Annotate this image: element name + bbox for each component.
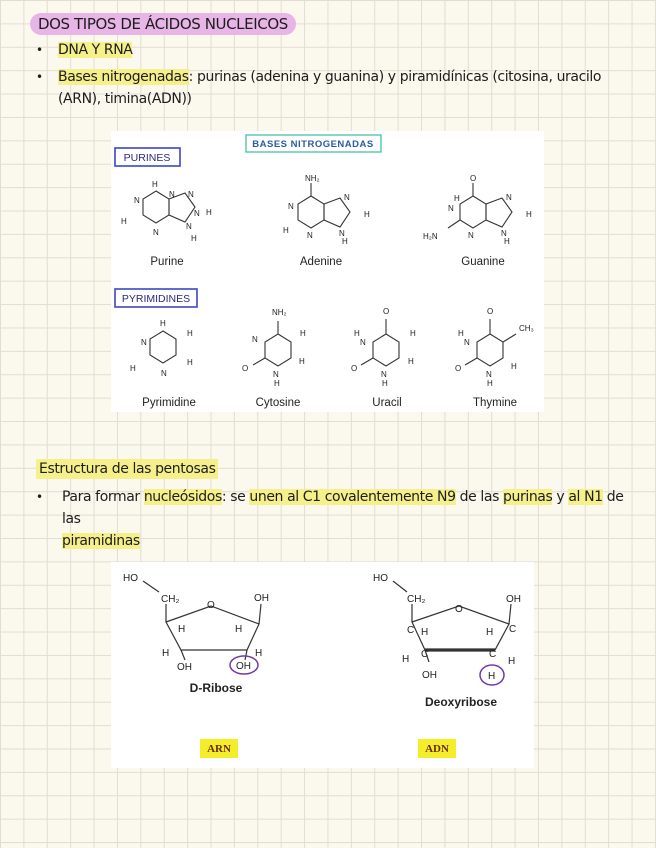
svg-text:H: H — [121, 217, 127, 226]
bases-text: : purinas (adenina y guanina) y piramidínicas (citosina, uracilo — [188, 69, 602, 85]
svg-text:OH: OH — [422, 670, 437, 681]
svg-text:OH: OH — [506, 594, 521, 605]
svg-text:NH₂: NH₂ — [305, 174, 320, 183]
deoxyribose-name: Deoxyribose — [424, 695, 498, 709]
name-thymine: Thymine — [472, 397, 518, 409]
svg-text:N: N — [464, 338, 470, 347]
svg-text:N: N — [381, 370, 387, 379]
section-heading-pentoses: Estructura de las pentosas — [36, 459, 218, 479]
svg-text:H: H — [508, 656, 516, 667]
nuc-text-e: de las — [455, 489, 504, 505]
svg-text:H: H — [402, 654, 410, 665]
adenine-ring5 — [324, 198, 350, 227]
bullet-dna-rna-text: DNA Y RNA — [58, 42, 133, 58]
svg-text:N: N — [506, 193, 512, 202]
svg-text:N: N — [134, 196, 140, 205]
sugars-figure — [111, 562, 534, 768]
nuc-highlight-n1: al N1 — [568, 489, 603, 505]
svg-text:N: N — [344, 193, 350, 202]
svg-text:N: N — [194, 209, 200, 218]
svg-text:HO: HO — [373, 573, 388, 584]
svg-text:N: N — [339, 229, 345, 238]
nuc-highlight-purinas: purinas — [503, 489, 553, 505]
guanine-ring6 — [460, 196, 486, 228]
svg-text:N: N — [161, 369, 167, 378]
svg-text:N: N — [273, 370, 279, 379]
bases-header: BASES NITROGENADAS — [252, 139, 374, 150]
svg-text:N: N — [141, 338, 147, 347]
bases-figure — [111, 131, 544, 412]
svg-text:H: H — [187, 329, 193, 338]
svg-text:H₂N: H₂N — [423, 232, 438, 241]
name-cytosine: Cytosine — [255, 397, 301, 409]
svg-text:H: H — [458, 329, 464, 338]
svg-text:H: H — [152, 180, 158, 189]
pyrimidine-ring — [150, 331, 176, 363]
svg-text:OH: OH — [254, 593, 269, 604]
cytosine-ring — [265, 334, 291, 366]
svg-text:N: N — [468, 231, 474, 240]
bases-diagram — [111, 131, 544, 412]
svg-text:H: H — [235, 624, 243, 635]
bullet-bases — [36, 66, 636, 110]
name-pyrimidine: Pyrimidine — [142, 397, 196, 409]
svg-text:H: H — [187, 358, 193, 367]
svg-text:H: H — [488, 671, 496, 682]
nuc-text-a: Para formar — [62, 489, 144, 505]
svg-text:H: H — [486, 627, 494, 638]
svg-text:H: H — [206, 208, 212, 217]
svg-text:NH₂: NH₂ — [272, 308, 287, 317]
svg-text:O: O — [455, 604, 463, 615]
svg-text:H: H — [162, 648, 170, 659]
svg-text:H: H — [342, 237, 348, 246]
svg-text:C: C — [407, 625, 415, 636]
name-guanine: Guanine — [461, 256, 505, 268]
svg-text:H: H — [382, 379, 388, 388]
purines-label: PURINES — [123, 152, 171, 164]
bullet-dna-rna — [36, 39, 132, 61]
svg-text:H: H — [421, 627, 429, 638]
svg-text:N: N — [486, 370, 492, 379]
svg-text:H: H — [130, 364, 136, 373]
bullet-nucleosides — [36, 486, 646, 552]
svg-text:H: H — [274, 379, 280, 388]
svg-text:CH₃: CH₃ — [519, 324, 534, 333]
svg-text:H: H — [160, 319, 166, 328]
svg-text:N: N — [186, 222, 192, 231]
arn-label: ARN — [207, 743, 231, 755]
bullet-dot: • — [36, 70, 43, 84]
svg-text:C: C — [421, 649, 429, 660]
svg-text:N: N — [448, 204, 454, 213]
bases-highlight: Bases nitrogenadas — [58, 69, 189, 85]
svg-text:N: N — [169, 190, 175, 199]
svg-text:N: N — [307, 231, 313, 240]
svg-text:OH: OH — [236, 661, 251, 672]
nuc-highlight-piramidinas: piramidinas — [62, 533, 140, 549]
nuc-highlight-nucleosidos: nucleósidos — [143, 489, 222, 505]
ribose-name: D-Ribose — [189, 681, 243, 695]
svg-text:H: H — [191, 234, 197, 243]
svg-text:H: H — [299, 357, 305, 366]
svg-text:H: H — [354, 329, 360, 338]
nuc-text-i: de las — [62, 489, 624, 527]
name-purine: Purine — [150, 256, 184, 268]
svg-text:H: H — [454, 194, 460, 203]
svg-text:H: H — [178, 624, 186, 635]
svg-text:O: O — [351, 364, 358, 373]
bullet-dot: • — [36, 43, 43, 57]
svg-text:O: O — [207, 600, 215, 611]
svg-text:CH₂: CH₂ — [407, 594, 426, 605]
svg-text:H: H — [283, 226, 289, 235]
svg-text:N: N — [188, 190, 194, 199]
svg-text:O: O — [487, 307, 494, 316]
svg-text:H: H — [364, 210, 370, 219]
adn-label: ADN — [425, 743, 449, 755]
svg-text:C: C — [489, 649, 497, 660]
svg-text:C: C — [509, 624, 517, 635]
svg-text:H: H — [300, 329, 306, 338]
svg-text:O: O — [383, 307, 390, 316]
svg-text:H: H — [487, 379, 493, 388]
sugars-diagram — [111, 562, 534, 768]
svg-text:CH₂: CH₂ — [161, 594, 180, 605]
svg-text:O: O — [470, 174, 477, 183]
thymine-ring — [477, 334, 503, 366]
svg-text:O: O — [455, 364, 462, 373]
svg-text:H: H — [410, 329, 416, 338]
nuc-text-c: : se — [221, 489, 250, 505]
svg-text:N: N — [153, 228, 159, 237]
bullet-dot: • — [36, 490, 43, 504]
bases-text-line2: (ARN), timina(ADN)) — [58, 91, 192, 107]
nuc-highlight-union: unen al C1 covalentemente N9 — [249, 489, 456, 505]
svg-text:H: H — [408, 357, 414, 366]
svg-text:O: O — [242, 364, 249, 373]
svg-text:OH: OH — [177, 662, 192, 673]
name-adenine: Adenine — [299, 256, 343, 268]
svg-text:N: N — [360, 338, 366, 347]
adenine-ring6 — [298, 196, 324, 228]
page-title: DOS TIPOS DE ÁCIDOS NUCLEICOS — [30, 13, 296, 35]
pyrimidines-label: PYRIMIDINES — [121, 293, 191, 305]
nuc-text-g: y — [552, 489, 569, 505]
svg-text:HO: HO — [123, 573, 138, 584]
svg-text:H: H — [526, 210, 532, 219]
svg-text:N: N — [501, 229, 507, 238]
purine-ring6 — [143, 191, 169, 223]
svg-text:H: H — [504, 237, 510, 246]
name-uracil: Uracil — [372, 397, 402, 409]
svg-text:N: N — [252, 335, 258, 344]
uracil-ring — [373, 334, 399, 366]
guanine-ring5 — [486, 198, 512, 227]
svg-text:H: H — [255, 648, 263, 659]
svg-text:H: H — [511, 362, 517, 371]
svg-text:N: N — [288, 202, 294, 211]
